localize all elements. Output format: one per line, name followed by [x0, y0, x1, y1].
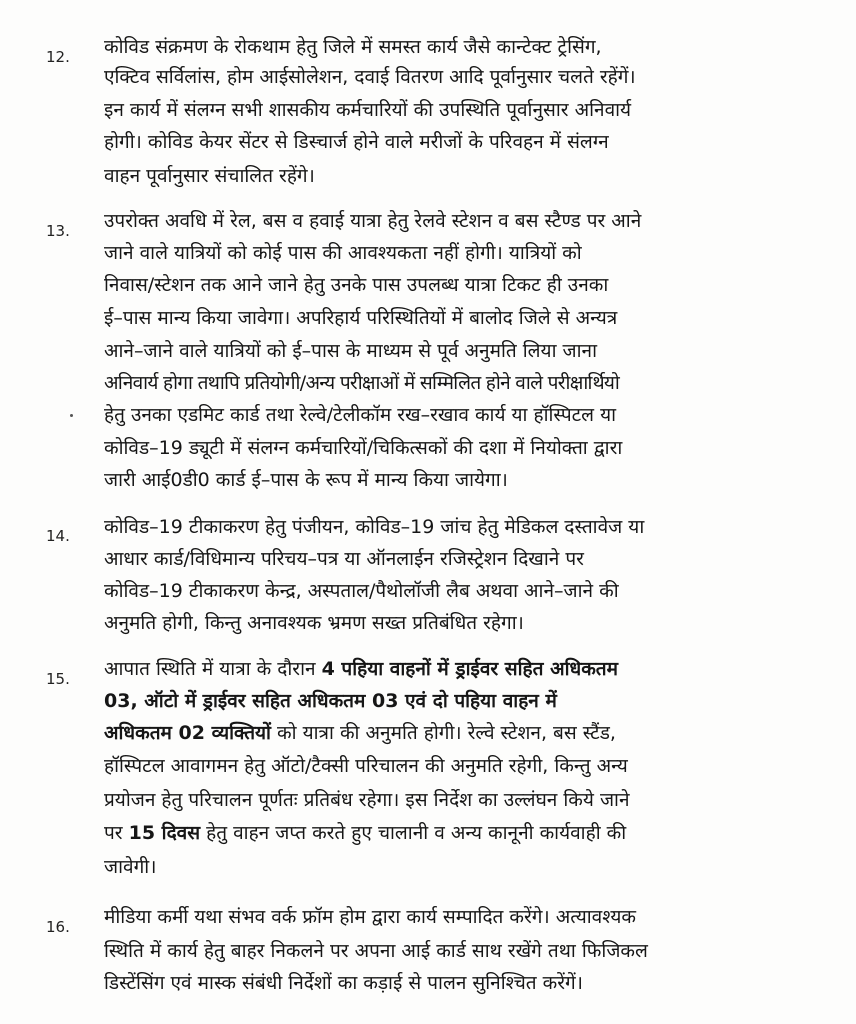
text-line: कोविड संक्रमण के रोकथाम हेतु जिले में समस्त कार्य जैसे कान्टेक्ट ट्रेसिंग, [104, 36, 602, 58]
text-line: मीडिया कर्मी यथा संभव वर्क फ्रॉम होम द्वारा कार्य सम्पादित करेंगे। अत्यावश्यक [104, 906, 636, 928]
text-line: अनिवार्य होगा तथापि प्रतियोगी/अन्य परीक्षाओं में सम्मिलित होने वाले परीक्षार्थियो [104, 372, 620, 394]
stray-mark [70, 414, 73, 417]
text-line: प्रयोजन हेतु परिचालन पूर्णतः प्रतिबंध रहेगा। इस निर्देश का उल्लंघन किये जाने [104, 789, 630, 811]
text-line: कोविड–19 ड्यूटी में संलग्न कर्मचारियों/चिकित्सकों की दशा में नियोक्ता द्वारा [104, 437, 623, 459]
text-line [104, 654, 618, 684]
text-line: इन कार्य में संलग्न सभी शासकीय कर्मचारियों की उपस्थिति पूर्वानुसार अनिवार्य [104, 99, 632, 121]
text-line: वाहन पूर्वानुसार संचालित रहेंगे। [104, 165, 315, 187]
text-normal: को यात्रा की अनुमति होगी। रेल्वे स्टेशन, बस स्टैंड, [270, 722, 616, 744]
text-bold: अधिकतम 02 व्यक्तियों [104, 722, 271, 744]
text-normal: आपात स्थिति में यात्रा के दौरान [104, 658, 322, 680]
text-line: होगी। कोविड केयर सेंटर से डिस्चार्ज होने वाले मरीजों के परिवहन में संलग्न [104, 131, 609, 153]
text-line: एक्टिव सर्विलांस, होम आईसोलेशन, दवाई वितरण आदि पूर्वानुसार चलते रहेंगें। [104, 66, 636, 88]
text-line [104, 718, 616, 748]
text-line: निवास/स्टेशन तक आने जाने हेतु उनके पास उपलब्ध यात्रा टिकट ही उनका [104, 274, 609, 296]
text-line: जावेगी। [104, 856, 157, 878]
text-line: जाने वाले यात्रियों को कोई पास की आवश्यकता नहीं होगी। यात्रियों को [104, 242, 582, 264]
text-line: स्थिति में कार्य हेतु बाहर निकलने पर अपना आई कार्ड साथ रखेंगे तथा फिजिकल [104, 940, 648, 962]
text-line [104, 818, 626, 848]
text-line: ई–पास मान्य किया जावेगा। अपरिहार्य परिस्थितियों में बालोद जिले से अन्यत्र [104, 307, 618, 329]
text-line: डिस्टेंसिंग एवं मास्क संबंधी निर्देशों का कड़ाई से पालन सुनिश्चित करेंगें। [104, 972, 583, 994]
item-number: 15. [46, 670, 70, 688]
item-number: 13. [46, 222, 70, 240]
item-number: 16. [46, 918, 70, 936]
text-line: कोविड–19 टीकाकरण हेतु पंजीयन, कोविड–19 जांच हेतु मेडिकल दस्तावेज या [104, 516, 645, 538]
text-bold: 4 पहिया वाहनों में ड्राईवर सहित अधिकतम [321, 658, 618, 680]
text-line: हॉस्पिटल आवागमन हेतु ऑटो/टैक्सी परिचालन की अनुमति रहेगी, किन्तु अन्य [104, 755, 628, 777]
text-normal: हेतु वाहन जप्त करते हुए चालानी व अन्य कानूनी कार्यवाही की [200, 822, 627, 844]
text-line: जारी आई0डी0 कार्ड ई–पास के रूप में मान्य किया जायेगा। [104, 469, 508, 491]
text-bold: 15 दिवस [128, 822, 201, 844]
text-line: कोविड–19 टीकाकरण केन्द्र, अस्पताल/पैथोलॉजी लैब अथवा आने–जाने की [104, 580, 619, 602]
item-number: 14. [46, 527, 70, 545]
text-line: आने–जाने वाले यात्रियों को ई–पास के माध्यम से पूर्व अनुमति लिया जाना [104, 340, 598, 362]
text-line: आधार कार्ड/विधिमान्य परिचय–पत्र या ऑनलाईन रजिस्ट्रेशन दिखाने पर [104, 548, 584, 570]
text-line [104, 686, 557, 716]
text-bold: 03, ऑटो में ड्राईवर सहित अधिकतम 03 एवं दो पहिया वाहन में [104, 690, 557, 712]
text-line: हेतु उनका एडमिट कार्ड तथा रेल्वे/टेलीकॉम रख–रखाव कार्य या हॉस्पिटल या [104, 404, 617, 426]
text-line: उपरोक्त अवधि में रेल, बस व हवाई यात्रा हेतु रेलवे स्टेशन व बस स्टैण्ड पर आने [104, 210, 642, 232]
text-normal: पर [104, 822, 129, 844]
text-line: अनुमति होगी, किन्तु अनावश्यक भ्रमण सख्त प्रतिबंधित रहेगा। [104, 612, 524, 634]
item-number: 12. [46, 48, 70, 66]
